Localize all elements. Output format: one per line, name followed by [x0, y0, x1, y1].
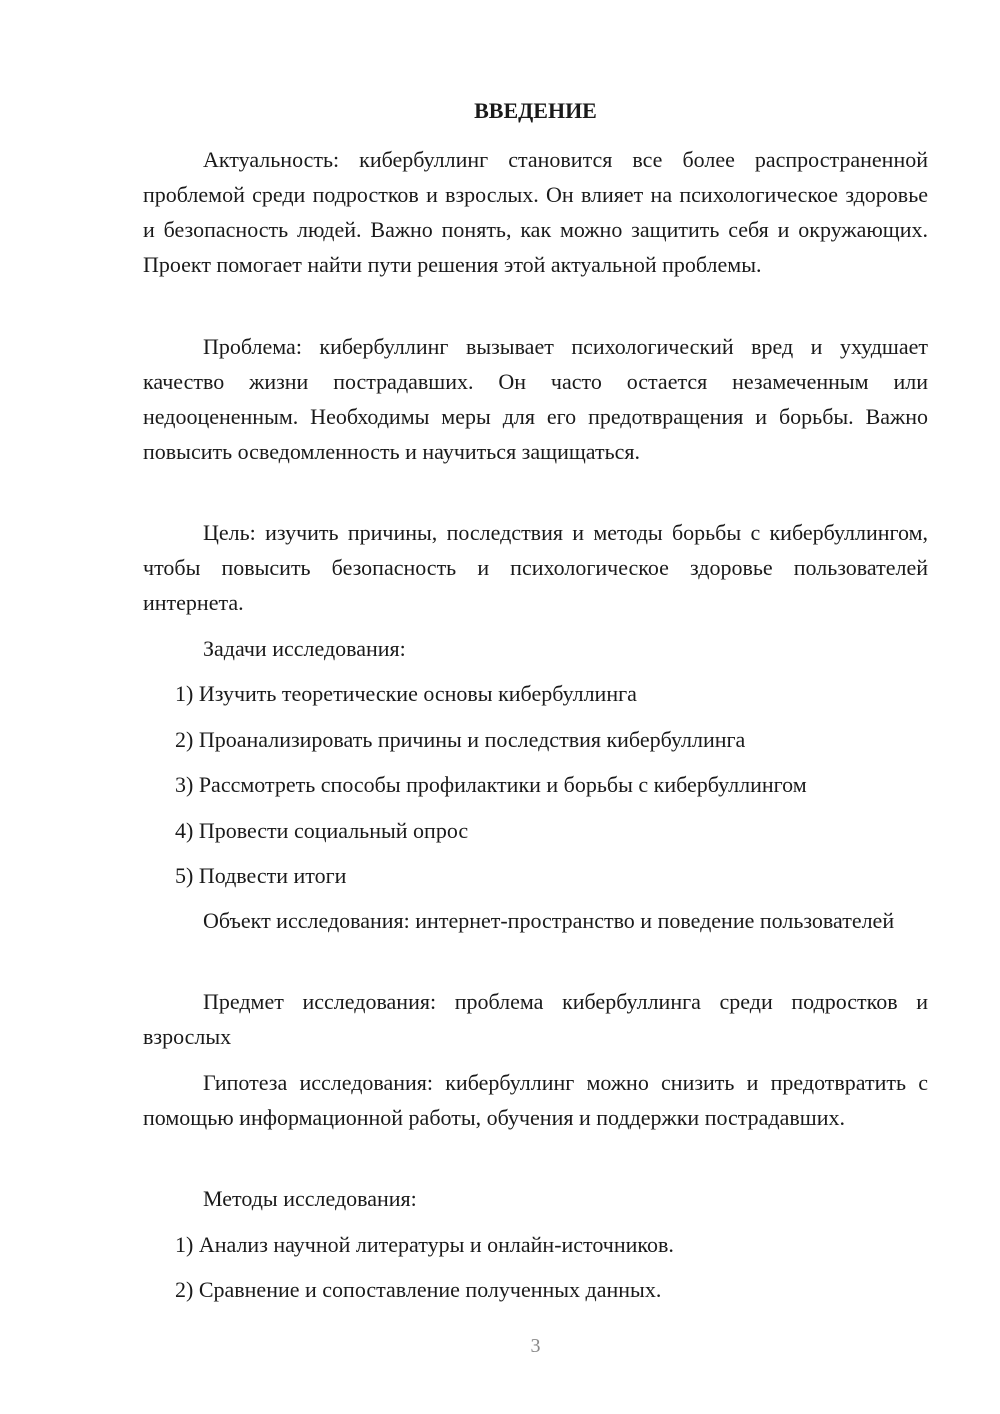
task-item-3: 3) Рассмотреть способы профилактики и борьбы с кибербуллингом: [175, 772, 807, 797]
method-item-2: 2) Сравнение и сопоставление полученных данных.: [175, 1277, 662, 1302]
subject-paragraph: Предмет исследования: проблема кибербуллинга среди подростков и взрослых: [143, 989, 928, 1049]
methods-title: Методы исследования:: [203, 1186, 417, 1211]
problem-paragraph: Проблема: кибербуллинг вызывает психологический вред и ухудшает качество жизни пострадавших. Он часто остается незамеченным или недооцененным. Необходимы меры для его предотвращения и борьбы. Важно повысить осведомленность и научиться защищаться.: [143, 334, 928, 464]
hypothesis-paragraph: Гипотеза исследования: кибербуллинг можно снизить и предотвратить с помощью информационной работы, обучения и поддержки пострадавших.: [143, 1070, 928, 1130]
goal-paragraph: Цель: изучить причины, последствия и методы борьбы с кибербуллингом, чтобы повысить безопасность и психологическое здоровье пользователей интернета.: [143, 520, 928, 615]
relevance-paragraph: Актуальность: кибербуллинг становится все более распространенной проблемой среди подростков и взрослых. Он влияет на психологическое здоровье и безопасность людей. Важно понять, как можно защитить себя и окружающих. Проект помогает найти пути решения этой актуальной проблемы.: [143, 147, 928, 277]
object-paragraph: Объект исследования: интернет-пространство и поведение пользователей: [203, 908, 895, 933]
tasks-title: Задачи исследования:: [203, 636, 406, 661]
task-item-5: 5) Подвести итоги: [175, 863, 347, 888]
page-number: 3: [530, 1335, 541, 1357]
document-page: [143, 0, 928, 1414]
method-item-1: 1) Анализ научной литературы и онлайн-источников.: [175, 1232, 674, 1257]
task-item-4: 4) Провести социальный опрос: [175, 818, 469, 843]
task-item-2: 2) Проанализировать причины и последствия кибербуллинга: [175, 727, 746, 752]
task-item-1: 1) Изучить теоретические основы кибербуллинга: [175, 681, 637, 706]
page-title: ВВЕДЕНИЕ: [474, 98, 597, 123]
